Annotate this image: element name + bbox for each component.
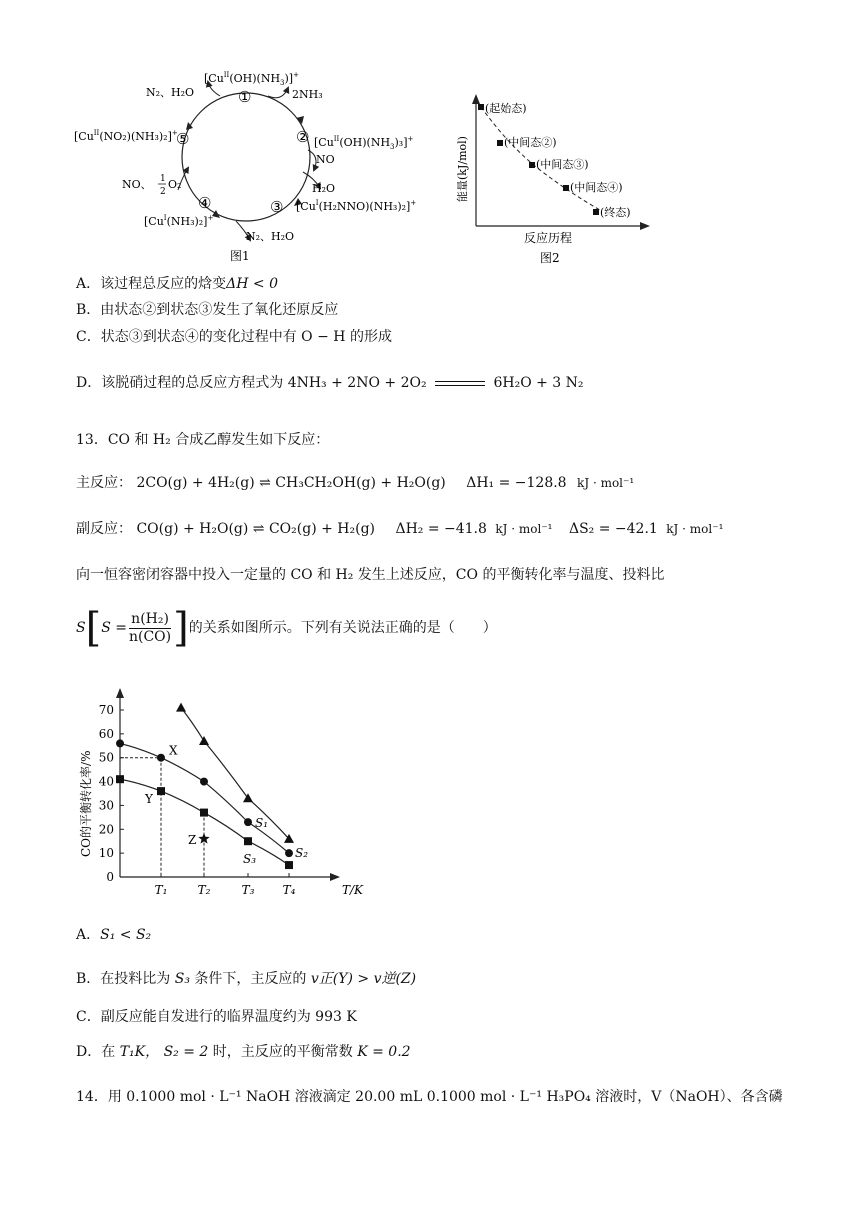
frac-half-den: 2 bbox=[160, 187, 166, 197]
chart-point-s3 bbox=[200, 809, 208, 817]
chart-y-tick-label: 50 bbox=[98, 750, 114, 765]
q13-option-a-label: A． bbox=[76, 927, 101, 943]
q13-s-numerator: n(H₂) bbox=[129, 611, 171, 629]
q13-left-bracket: [ bbox=[85, 605, 102, 651]
chart-point-s1 bbox=[243, 793, 253, 802]
q13-option-d-pre: D．在 bbox=[76, 1044, 116, 1060]
chart-annotation-z: Z bbox=[188, 832, 197, 847]
chart-y-tick-label: 20 bbox=[98, 822, 114, 837]
q13-stem-line1 bbox=[76, 431, 329, 449]
chart-x-tick-label: T₁ bbox=[154, 883, 168, 897]
q13-option-d bbox=[76, 1043, 411, 1061]
q12-option-c bbox=[76, 328, 392, 346]
q13-option-d-k: K = 0.2 bbox=[357, 1044, 411, 1060]
chart-point-s2 bbox=[157, 754, 165, 762]
chart-point-s2 bbox=[285, 849, 293, 857]
fig2-label-int2: (中间态②) bbox=[504, 136, 557, 149]
q13-stem-post: 合成乙醇发生如下反应： bbox=[175, 432, 330, 448]
q13-main-equation: 2CO(g) + 4H₂(g) ⇌ CH₃CH₂OH(g) + H₂O(g) bbox=[136, 475, 446, 491]
q12-option-d-text: D．该脱硝过程的总反应方程式为 bbox=[76, 375, 284, 391]
chart-y-tick-label: 10 bbox=[98, 846, 114, 861]
fig2-label-end: (终态) bbox=[600, 206, 631, 219]
q13-option-b-pre: B．在投料比为 bbox=[76, 971, 171, 987]
fig2-x-arrow bbox=[640, 222, 650, 230]
frac-half-num: 1 bbox=[160, 174, 166, 184]
q14-text-c: 溶液时，V（NaOH）、各含磷 bbox=[595, 1089, 783, 1105]
chart-point-s3 bbox=[157, 787, 165, 795]
reagent-no: NO bbox=[316, 153, 335, 166]
q13-option-b bbox=[76, 970, 416, 988]
state-4-label: ④ bbox=[198, 194, 212, 212]
chart-point-s2 bbox=[244, 818, 252, 826]
q13-stem-h2: H₂ bbox=[152, 432, 171, 448]
fig2-xlabel: 反应历程 bbox=[524, 231, 573, 245]
chart-series-label: S₁ bbox=[255, 815, 269, 830]
fig2-point-end bbox=[593, 209, 599, 215]
q13-option-d-mid: 时，主反应的平衡常数 bbox=[212, 1044, 353, 1060]
q13-option-a-math: S₁ < S₂ bbox=[100, 927, 152, 943]
chart-x-arrow bbox=[330, 873, 340, 881]
figure-1-catalytic-cycle bbox=[70, 60, 440, 265]
chart-series-label: S₂ bbox=[295, 846, 309, 861]
reagent-o2: O₂ bbox=[168, 178, 182, 191]
q12-option-c-post: 的形成 bbox=[349, 329, 392, 345]
fig2-point-int4 bbox=[563, 185, 569, 191]
chart-x-tick-label: T₃ bbox=[241, 883, 255, 897]
complex-5: $[Cu^{II}(NO_2)(NH_3)_2]^+$ bbox=[74, 129, 178, 143]
reagent-no-o2: NO、 bbox=[122, 178, 152, 191]
q13-main-reaction bbox=[76, 474, 634, 492]
q13-side-equation: CO(g) + H₂O(g) ⇌ CO₂(g) + H₂(g) bbox=[136, 521, 375, 537]
fig2-label-start: (起始态) bbox=[485, 102, 527, 115]
q13-main-unit: kJ · mol⁻¹ bbox=[577, 476, 635, 490]
q13-side-label: 副反应： bbox=[76, 521, 132, 537]
chart-y-tick-label: 30 bbox=[98, 798, 114, 813]
q13-s-denominator: n(CO) bbox=[128, 628, 172, 645]
q12-option-c-text: C．状态③到状态④的变化过程中有 bbox=[76, 329, 297, 345]
figure-1-caption: 图1 bbox=[230, 249, 250, 263]
state-2-label: ② bbox=[296, 128, 310, 146]
q12-option-d-equals bbox=[435, 381, 485, 386]
q13-s-fraction bbox=[129, 611, 171, 646]
state-5-label: ⑤ bbox=[176, 130, 190, 148]
q13-option-a bbox=[76, 926, 151, 944]
q13-option-d-s2: S₂ = 2 bbox=[163, 1044, 209, 1060]
chart-series-line-1 bbox=[181, 708, 289, 839]
q14-stem bbox=[76, 1088, 783, 1106]
fig2-y-arrow bbox=[472, 94, 480, 104]
q13-option-b-math: v正(Y) > v逆(Z) bbox=[310, 971, 417, 987]
fig2-label-int4: (中间态④) bbox=[570, 181, 623, 194]
q13-stem4-text: 的关系如图所示。下列有关说法正确的是（ ） bbox=[188, 620, 497, 636]
fig2-point-int3 bbox=[529, 162, 535, 168]
q12-option-d bbox=[76, 374, 584, 392]
chart-point-s2 bbox=[116, 739, 124, 747]
q13-stem-pre: 13．CO 和 bbox=[76, 432, 149, 448]
fig2-ylabel: 能量(kJ/mol) bbox=[456, 136, 469, 202]
q12-option-a bbox=[76, 275, 278, 293]
complex-1: $[Cu^{II}(OH)(NH_3)]^+$ bbox=[204, 71, 299, 87]
state-1-label: ① bbox=[238, 88, 252, 106]
chart-y-tick-label: 60 bbox=[98, 726, 114, 741]
reagent-2nh3: 2NH₃ bbox=[292, 88, 323, 101]
q12-option-d-rhs: 6H₂O + 3 N₂ bbox=[493, 375, 584, 391]
chart-point-s3 bbox=[244, 837, 252, 845]
q13-main-label: 主反应： bbox=[76, 475, 132, 491]
q12-option-d-lhs: 4NH₃ + 2NO + 2O₂ bbox=[287, 375, 427, 391]
state-3-label: ③ bbox=[270, 198, 284, 216]
q13-s-symbol: S bbox=[76, 620, 86, 636]
q13-option-b-mid: 条件下，主反应的 bbox=[194, 971, 307, 987]
chart-point-s1 bbox=[176, 703, 186, 712]
q13-main-dh: ΔH₁ = −128.8 bbox=[466, 475, 567, 491]
product-h2o: H₂O bbox=[312, 182, 336, 195]
q13-side-ds: ΔS₂ = −42.1 bbox=[568, 521, 658, 537]
chart-annotation-x: X bbox=[169, 743, 178, 758]
product-n2-h2o-bottom: N₂、H₂O bbox=[246, 230, 295, 243]
chart-point-s3 bbox=[116, 775, 124, 783]
chart-series-label: S₃ bbox=[243, 852, 257, 867]
q14-text-a: 14．用 0.1000 mol · L⁻¹ NaOH 溶液滴定 20.00 mL 0.1000 mol · L⁻¹ bbox=[76, 1089, 542, 1105]
chart-x-tick-label: T₄ bbox=[282, 883, 296, 897]
fig2-label-int3: (中间态③) bbox=[536, 158, 589, 171]
q13-option-b-s3: S₃ bbox=[174, 971, 190, 987]
figure-2-energy-diagram bbox=[450, 92, 660, 268]
q12-option-c-math: O − H bbox=[301, 329, 346, 345]
chart-y-label: CO的平衡转化率/% bbox=[79, 750, 93, 857]
complex-2: $[Cu^{II}(OH)(NH_3)_3]^+$ bbox=[314, 135, 414, 151]
q14-h3po4: H₃PO₄ bbox=[546, 1089, 591, 1105]
chart-y-tick-label: 70 bbox=[98, 703, 114, 717]
chart-x-label: T/K bbox=[342, 883, 364, 897]
q12-option-a-text: A．该过程总反应的焓变 bbox=[76, 276, 227, 292]
q13-conversion-chart bbox=[76, 676, 376, 902]
chart-point-s2 bbox=[200, 778, 208, 786]
q13-option-d-t1: T₁K， bbox=[119, 1044, 160, 1060]
q13-side-reaction bbox=[76, 520, 723, 538]
q13-side-dh: ΔH₂ = −41.8 bbox=[395, 521, 487, 537]
chart-y-arrow bbox=[116, 688, 124, 698]
chart-x-tick-label: T₂ bbox=[197, 883, 211, 897]
arrow-2nh3 bbox=[268, 88, 288, 98]
figure-2-caption: 图2 bbox=[540, 251, 560, 265]
chart-y-tick-label: 0 bbox=[106, 870, 114, 884]
q13-stem-line3: 向一恒容密闭容器中投入一定量的 CO 和 H₂ 发生上述反应，CO 的平衡转化率与温度、投料比 bbox=[76, 567, 665, 583]
q13-side-unit: kJ · mol⁻¹ bbox=[495, 522, 553, 536]
chart-annotation-y: Y bbox=[145, 792, 153, 807]
fig2-point-start bbox=[478, 104, 484, 110]
q13-s-eq: S = bbox=[101, 620, 127, 636]
q13-stem-line4 bbox=[76, 605, 497, 651]
chart-point-s3 bbox=[285, 861, 293, 869]
q13-option-c: C．副反应能自发进行的临界温度约为 993 K bbox=[76, 1009, 357, 1025]
q13-side-ds-unit: kJ · mol⁻¹ bbox=[666, 522, 724, 536]
chart-y-tick-label: 40 bbox=[98, 774, 114, 789]
complex-4: $[Cu^I(NH_3)_2]^+$ bbox=[144, 214, 214, 228]
complex-3: $[Cu^I(H_2NNO)(NH_3)_2]^+$ bbox=[296, 199, 417, 213]
fig2-point-int2 bbox=[497, 140, 503, 146]
product-n2-h2o-top: N₂、H₂O bbox=[146, 86, 195, 99]
q12-option-b: B．由状态②到状态③发生了氧化还原反应 bbox=[76, 302, 339, 318]
q12-option-a-math: ΔH < 0 bbox=[226, 276, 278, 292]
chart-point-z-star bbox=[198, 833, 209, 844]
q13-right-bracket: ] bbox=[173, 605, 189, 651]
chart-point-s1 bbox=[199, 736, 209, 745]
